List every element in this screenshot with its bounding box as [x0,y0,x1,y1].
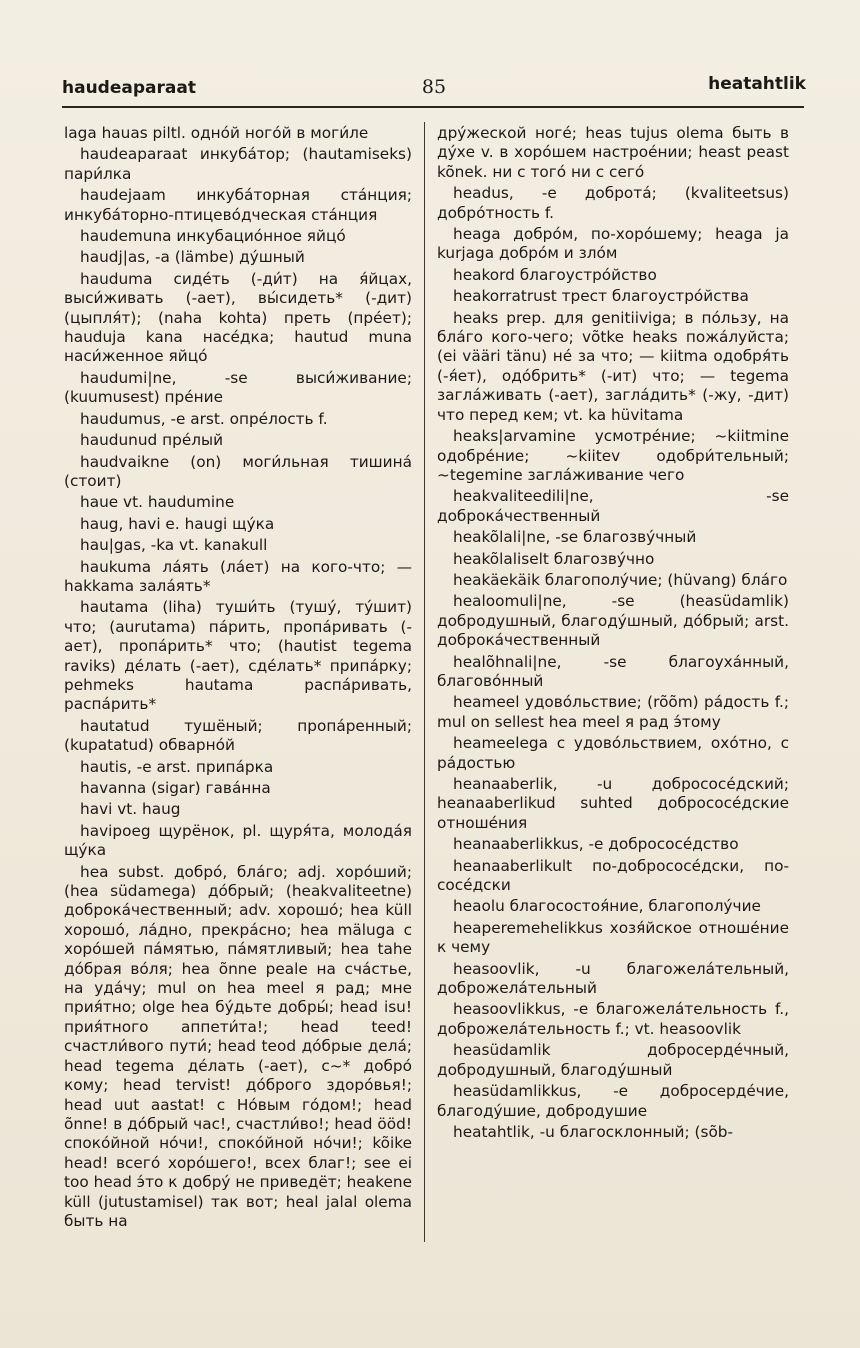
entry: haudejaam инкуба́торная ста́нция; инкуба́торно-птицево́дческая ста́нция [64,186,412,224]
entry: hau|gas, -ka vt. kanakull [80,536,268,555]
entry: heasoovlikkus, -e благожела́тельность f., доброжела́тельность f.; vt. heasoovlik [437,1000,789,1038]
entry: haudj|as, -a (lämbe) ду́шный [80,248,305,267]
entry: heasüdamlik добросерде́чный, добродушный, благоду́шный [437,1041,789,1079]
left-column [64,124,412,1233]
entry: heakõlaliselt благозву́чно [453,549,655,568]
entry: heasoovlik, -u благожела́тельный, доброжела́тельный [437,959,789,998]
entry: heaperemehelikkus хозя́йское отноше́ние к чему [437,918,789,957]
entry: hautis, -e arst. припа́рка [80,757,274,776]
column-divider [424,122,425,1242]
entry: heakõlali|ne, -se благозву́чный [453,528,697,547]
right-column [437,124,789,1144]
entry: headus, -e доброта́; (kvaliteetsus) добро́тность f. [437,184,789,222]
entry: heakorratrust трест благоустро́йства [453,287,749,306]
entry: healõhnali|ne, -se благоуха́нный, благово́нный [437,652,789,690]
entry: haue vt. haudumine [80,493,235,512]
entry: heanaaberlikkus, -e добрососе́дство [453,835,739,854]
entry: heakäekäik благополу́чие; (hüvang) бла́го [453,570,788,589]
entry: haudvaikne (on) моги́льная тишина́ (стоит) [64,452,412,490]
entry: heameelega с удово́льствием, охо́тно, с ра́достью [437,734,789,772]
page-number: 85 [421,76,447,98]
header-rule [62,106,804,108]
entry: heakvaliteedili|ne, -se доброка́чественный [437,487,789,525]
entry: haudunud пре́лый [80,431,224,450]
entry: heanaaberlikult по-добрососе́дски, по-сосе́дски [437,856,789,895]
entry: haukuma ла́ять (ла́ет) на кого-что; — hakkama зала́ять* [64,557,412,595]
entry: haudumus, -e arst. опре́лость f. [80,409,328,428]
entry: hautatud тушёный; пропа́ренный; (kupatatud) обварно́й [64,716,412,755]
entry: hautama (liha) туши́ть (тушу́, ту́шит) что; (aurutama) па́рить, пропа́ривать (-ает), пропа́рить* что; (hautist tegema raviks) де́лать (-ает), сде́лать* припа́рку; pehmeks hautama распа́ривать, распа́рить* [64,598,412,714]
entry: heaga добро́м, по-хоро́шему; heaga ja kurjaga добро́м и зло́м [437,225,789,263]
entry: heaks prep. для genitiiviga; в по́льзу, на бла́го кого-чего; võtke heaks пожа́луйста; (ei vääri tänu) не́ за что; — kiitma одобря́ть (-я́ет), одо́брить* (-ит) что; — tegema загла́живать (-ает), загла́дить* (-жу, -дит) что перед кем; vt. ka hüvitama [437,308,789,424]
entry: heaolu благосостоя́ние, благополу́чие [453,897,761,916]
entry: haudumi|ne, -se выси́живание; (kuumusest) пре́ние [64,368,412,407]
entry: hea subst. добро́, бла́го; adj. хоро́ший; (hea südamega) до́брый; (heakvaliteetne) доброка́чественный; adv. хорошо́; hea küll хорошо́, ла́дно, прекра́сно; hea mäluga с хоро́шей па́мятью, па́мятливый; hea tahe до́брая во́ля; hea õnne peale на сча́стье, на уда́чу; mul on hea meel я рад; мне прия́тно; olge hea бу́дьте добры́; head isu! прия́тного аппети́та!; head teed! счастли́вого пути́; head teod до́брые дела́; head tegema де́лать (-ает), с~* добро́ кому; head tervist! до́брого здоро́вья!; head uut aastat! с Но́вым го́дом!; head õnne! в до́брый час!, счастли́во!; head ööd! споко́йной но́чи!, споко́йной но́чи!; kõike head! всего́ хоро́шего!, всех благ!; see ei too head э́то к добру́ не приведёт; heakene küll (jutustamisel) так вот; heal jalal olema быть на [64,862,412,1230]
entry: havipoeg щурёнок, pl. щуря́та, молода́я щу́ка [64,821,412,860]
entry: heanaaberlik, -u добрососе́дский; heanaaberlikud suhted добрососе́дские отноше́ния [437,775,789,832]
entry: heameel удово́льствие; (rõõm) ра́дость f.; mul on sellest hea meel я рад э́тому [437,693,789,731]
entry: laga hauas piltl. одно́й ного́й в моги́ле [64,124,369,142]
header-left-guideword: haudeaparaat [62,78,196,98]
entry: havi vt. haug [80,800,181,819]
page-header [62,74,806,104]
entry: hauduma сиде́ть (-ди́т) на я́йцах, выси́живать (-ает), вы́сидеть* (-дит) (цыпля́т); (naha kohta) преть (пре́ет); hauduja kana насе́дка; hautud muna наси́женное яйцо́ [64,269,412,366]
entry: haug, havi e. haugi щу́ка [80,514,275,533]
entry: heatahtlik, -u благосклонный; (sõb- [453,1122,734,1141]
entry: heakord благоустро́йство [453,265,657,284]
header-right-guideword: heatahtlik [708,74,806,94]
entry: haudeaparaat инкуба́тор; (hautamiseks) пари́лка [64,145,412,183]
entry: heasüdamlikkus, -e добросерде́чие, благоду́шие, добродушие [437,1082,789,1120]
entry: дру́жеской ноге́; heas tujus olema быть в ду́хе v. в хоро́шем настрое́нии; heast peast kõnek. ни с того́ ни с сего́ [437,124,789,181]
entry: havanna (sigar) гава́нна [80,779,271,797]
entry: healoomuli|ne, -se (heasüdamlik) добродушный, благоду́шный, до́брый; arst. доброка́чественный [437,592,789,650]
entry: haudemuna инкубацио́нное яйцо́ [80,227,346,246]
entry: heaks|arvamine усмотре́ние; ~kiitmine одобре́ние; ~kiitev одобри́тельный; ~tegemine загла́живание чего [437,427,789,484]
